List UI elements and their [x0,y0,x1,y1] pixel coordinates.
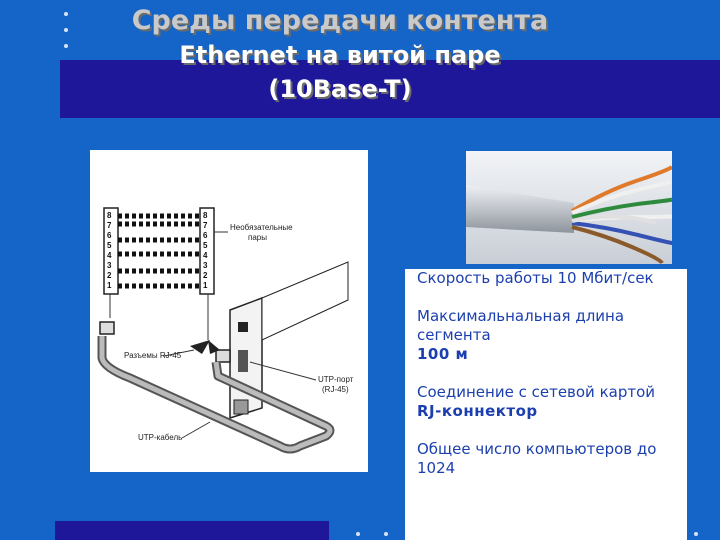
pin-number: 5 [203,241,208,250]
bottom-band [55,521,329,540]
optional-pairs-label: Необязательные [230,223,293,232]
utp-port-label: UTP-порт [318,375,354,384]
cable-photo [466,151,672,264]
max-length-value: 100 м [417,345,469,363]
decor-dot [384,532,388,536]
specs-textbox [405,269,687,540]
pin-number: 7 [107,221,112,230]
pin-number: 1 [107,281,112,290]
title-line-3: (10Base-T) [268,75,412,103]
pin-number: 6 [107,231,112,240]
speed-text: Скорость работы 10 Мбит/сек [417,269,654,287]
pin-number: 8 [107,211,112,220]
slide-title [60,4,620,106]
pin-number: 6 [203,231,208,240]
connection-value: RJ-коннектор [417,402,538,420]
utp-wiring-diagram [90,150,368,472]
pin-number: 8 [203,211,208,220]
pin-number: 3 [107,261,112,270]
title-line-1: Среды передачи контента [131,5,549,36]
decor-dot [694,532,698,536]
optional-pairs-label-2: пары [248,233,267,242]
utp-cable-label: UTP-кабель [138,433,183,442]
utp-port-label-2: (RJ-45) [322,385,349,394]
pin-number: 4 [107,251,112,260]
pin-number: 5 [107,241,112,250]
total-computers-text: Общее число компьютеров до 1024 [417,440,657,477]
pin-number: 7 [203,221,208,230]
pin-number: 3 [203,261,208,270]
pin-number: 2 [203,271,208,280]
pin-number: 2 [107,271,112,280]
pin-number: 1 [203,281,208,290]
decor-dot [356,532,360,536]
title-line-2: Ethernet на витой паре [179,41,501,69]
rj45-connectors-label: Разъемы RJ-45 [124,351,182,360]
max-length-label: Максимальнальная длина сегмента [417,307,625,344]
connection-label: Соединение с сетевой картой [417,383,656,401]
pin-number: 4 [203,251,208,260]
